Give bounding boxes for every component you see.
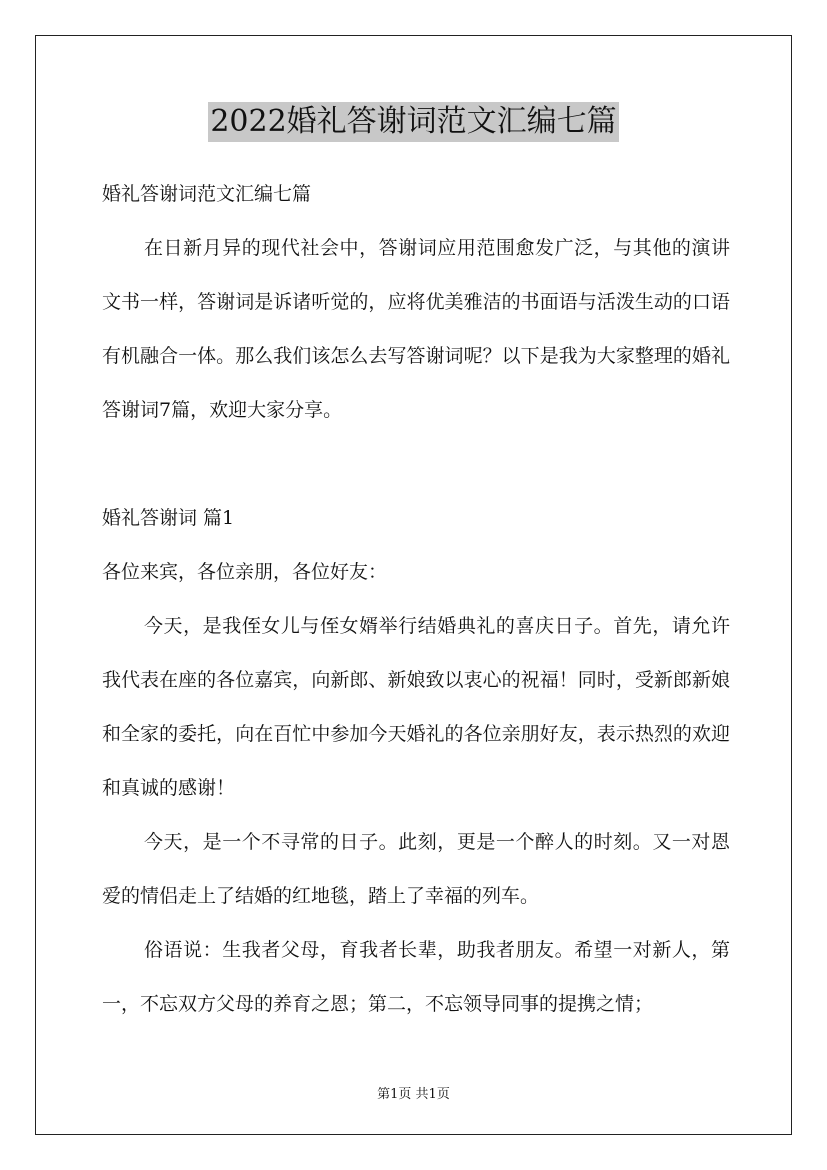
document-title: 2022婚礼答谢词范文汇编七篇	[208, 102, 618, 142]
section-heading: 婚礼答谢词 篇1	[102, 507, 235, 529]
document-title-wrap	[0, 102, 827, 142]
page-footer: 第1页 共1页	[377, 1087, 450, 1102]
intro-paragraph: 在日新月异的现代社会中，答谢词应用范围愈发广泛，与其他的演讲文书一样，答谢词是诉诸听觉的，应将优美雅洁的书面语与活泼生动的口语有机融合一体。那么我们该怎么去写答谢词呢？以下是我为大家整理的婚礼答谢词7篇，欢迎大家分享。	[102, 237, 730, 421]
body-paragraph-2: 今天，是一个不寻常的日子。此刻，更是一个醉人的时刻。又一对恩爱的情侣走上了结婚的红地毯，踏上了幸福的列车。	[102, 831, 730, 907]
body-paragraph-1: 今天，是我侄女儿与侄女婿举行结婚典礼的喜庆日子。首先，请允许我代表在座的各位嘉宾，向新郎、新娘致以衷心的祝福！同时，受新郎新娘和全家的委托，向在百忙中参加今天婚礼的各位亲朋好友，表示热烈的欢迎和真诚的感谢！	[102, 615, 730, 799]
salutation: 各位来宾，各位亲朋，各位好友：	[102, 561, 388, 583]
body-paragraph-3: 俗语说：生我者父母，育我者长辈，助我者朋友。希望一对新人，第一，不忘双方父母的养育之恩；第二，不忘领导同事的提携之情；	[102, 939, 730, 1015]
document-subtitle: 婚礼答谢词范文汇编七篇	[102, 183, 312, 205]
